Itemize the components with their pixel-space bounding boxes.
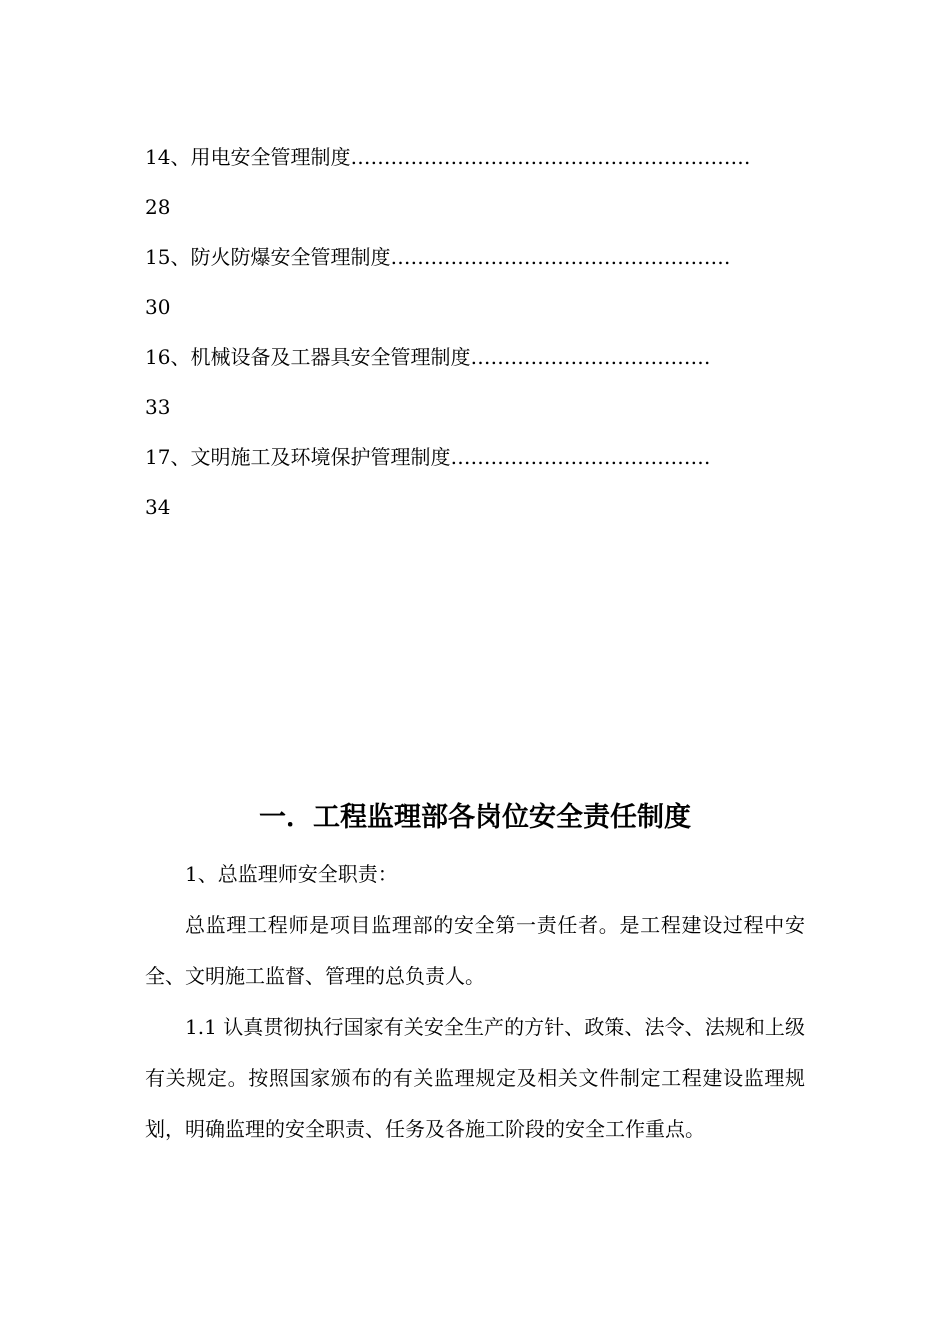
toc-entry-page-number: 34 bbox=[145, 495, 171, 519]
sub-heading: 1、总监理师安全职责： bbox=[185, 862, 398, 886]
body-paragraph: 1.1 认真贯彻执行国家有关安全生产的方针、政策、法令、法规和上级有关规定。按照国家颁布的有关监理规定及相关文件制定工程建设监理规划，明确监理的安全职责、任务及各施工阶段的安全工作重点。 bbox=[145, 1015, 805, 1141]
body-paragraph: 总监理工程师是项目监理部的安全第一责任者。是工程建设过程中安全、文明施工监督、管理的总负责人。 bbox=[145, 913, 805, 988]
toc-entry-title: 17、文明施工及环境保护管理制度………………………………… bbox=[145, 445, 711, 469]
toc-entry[interactable] bbox=[145, 232, 805, 332]
toc-entry-title: 16、机械设备及工器具安全管理制度……………………………… bbox=[145, 345, 711, 369]
toc-entry[interactable] bbox=[145, 332, 805, 432]
toc-entry-title: 14、用电安全管理制度…………………………………………………… bbox=[145, 145, 751, 169]
toc-entry-page-number: 28 bbox=[145, 195, 171, 219]
toc-entry[interactable] bbox=[145, 432, 805, 532]
toc-entry-page-number: 30 bbox=[145, 295, 171, 319]
section-body bbox=[145, 795, 805, 1155]
table-of-contents bbox=[145, 132, 805, 532]
toc-entry-title: 15、防火防爆安全管理制度…………………………………………… bbox=[145, 245, 731, 269]
toc-entry-page-number: 33 bbox=[145, 395, 171, 419]
toc-entry[interactable] bbox=[145, 132, 805, 232]
section-title: 一．工程监理部各岗位安全责任制度 bbox=[259, 802, 691, 833]
